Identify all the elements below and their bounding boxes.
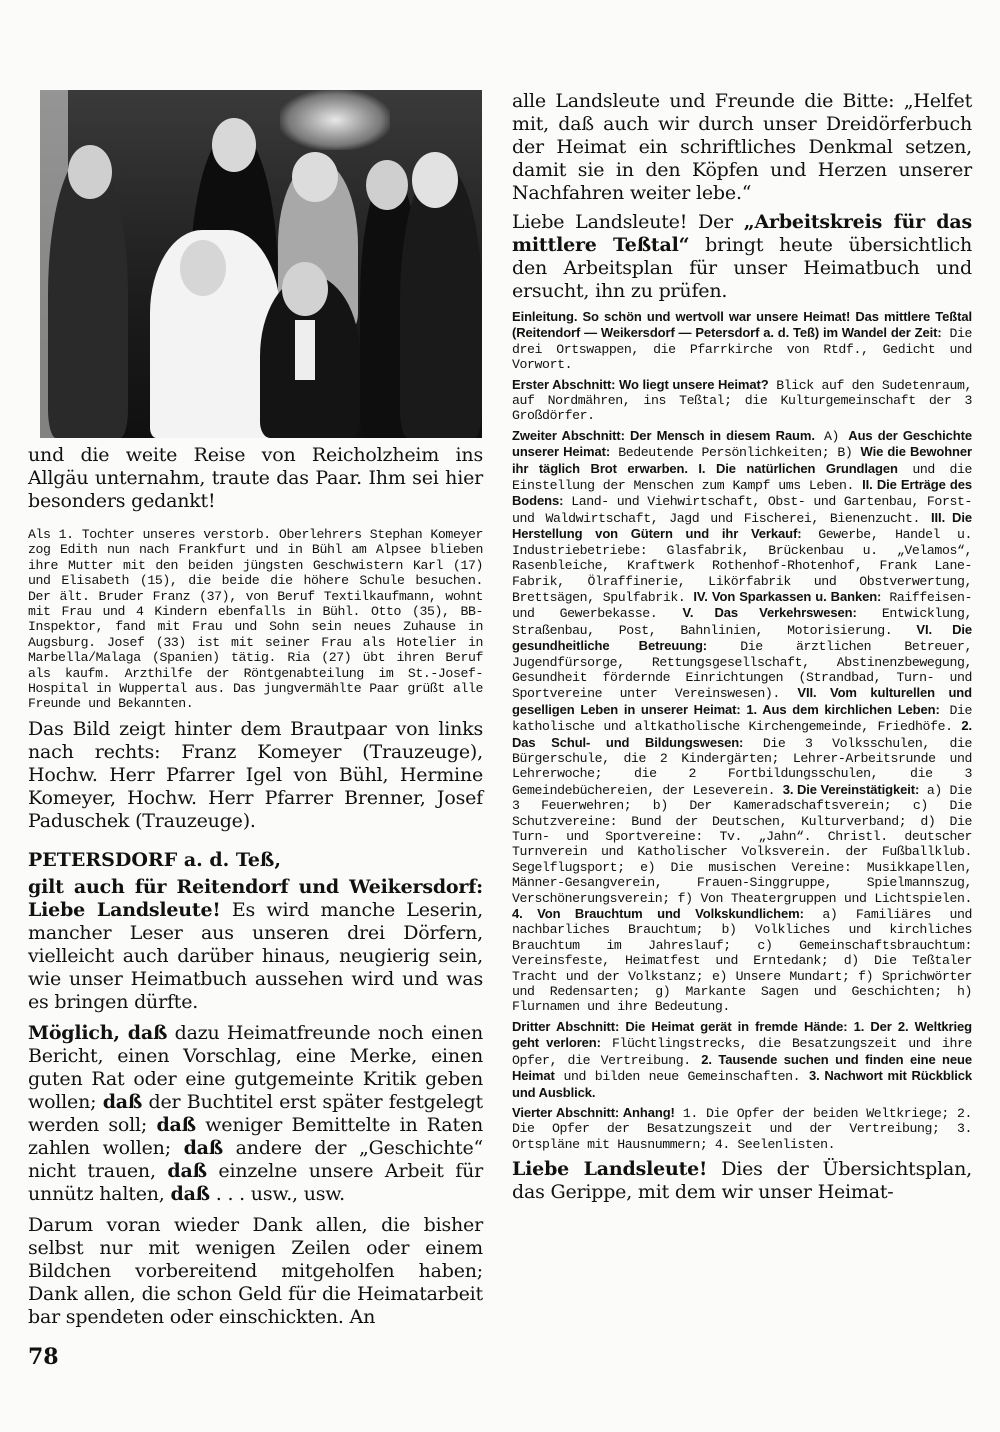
bold-run: Vierter Abschnitt: Anhang! (512, 1104, 675, 1120)
text-run: A) (814, 428, 849, 444)
text-run: . . . usw., usw. (209, 1182, 345, 1205)
paragraph-photo-caption: Das Bild zeigt hinter dem Brautpaar von links nach rechts: Franz Komeyer (Trauzeuge), Hochw. Herr Pfarrer Igel von Bühl, Hermine Komeyer, Hochw. Herr Pfarrer Brenner, Josef Paduschek (Trauzeuge). (28, 717, 483, 832)
paragraph-dear-countrymen (28, 876, 483, 1014)
bold-run: III. Die Herstellung von Gütern und ihr Verkauf: (512, 509, 972, 542)
text-run: Land- und Viehwirtschaft, Obst- und Gartenbau, Forst- und Waldwirtschaft, Jagd und Fischerei, Bienenzucht. (512, 494, 972, 526)
bold-run: Liebe Landsleute! (512, 1158, 708, 1181)
text-run: und bilden neue Gemeinschaften. (554, 1069, 809, 1085)
bold-run: IV. Von Sparkassen u. Banken: (693, 588, 882, 604)
plan-section-1 (512, 377, 972, 424)
text-run: Raiffeisen- und Gewerbekasse. (512, 589, 972, 622)
bold-run: V. Das Verkehrswesen: (682, 605, 857, 621)
text-run: a) Familiäres und nachbarliches Brauchtum; b) Volkliches und kirchliches Brauchtum im Jahreslauf; c) Gemeinschaftsbrauchtum: Vereinsfeste, Heimatfest und Erntedank; d) Die Teßtaler Tracht und der Volkstanz; e) Unsere Mundart; f) Sprichwörter und Redensarten; g) Markante Sagen und Geschichten; h) Flurnamen und ihre Bedeutung. (512, 907, 973, 1015)
plan-introduction (512, 309, 972, 373)
bold-run: „Arbeitskreis für das mittlere Teßtal“ (512, 211, 972, 256)
bold-run: 3. Die Vereinstätigkeit: (782, 781, 920, 797)
text-run: 1. Die Opfer der beiden Weltkriege; 2. Die Opfer der Besatzungszeit und der Vertreibung; 3. Ortspläne mit Hausnummern; 4. Seelenlisten. (512, 1105, 972, 1152)
bold-run: Aus der Geschichte unserer Heimat: (512, 427, 972, 460)
right-column (512, 90, 972, 1210)
plan-section-2 (512, 428, 972, 1015)
paragraph-request: alle Landsleute und Freunde die Bitte: „Helfet mit, daß auch wir durch unser Dreidörferbuch der Heimat ein schriftliches Denkmal setzen, damit sie in den Köpfen und Herzen unserer Nachfahren weiter lebe.“ (512, 90, 972, 204)
text-run: Blick auf den Sudetenraum, auf Nordmähren, ins Teßtal; die Kulturgemeinschaft der 3 Großdörfer. (512, 377, 973, 424)
text-run: Entwicklung, Straßenbau, Post, Bahnlinien, Motorisierung. (512, 606, 972, 638)
text-run: bringt heute übersichtlich den Arbeitsplan für unser Heimatbuch und ersucht, ihn zu prüfen. (512, 234, 972, 302)
plan-section-4 (512, 1105, 972, 1152)
bold-run: Wie die Bewohner ihr täglich Brot erwarben. I. Die natürlichen Grundlagen (512, 444, 972, 476)
text-run: weniger Bemittelte in Raten zahlen wollen; (28, 1113, 483, 1159)
bold-run: VII. Vom kulturellen und geselligen Leben in unserer Heimat: 1. Aus dem kirchlichen Leben: (512, 685, 972, 717)
bold-run: daß (156, 1113, 196, 1136)
text-run: Die drei Ortswappen, die Pfarrkirche von Rtdf., Gedicht und Vorwort. (512, 326, 973, 373)
text-run: Es wird manche Leserin, mancher Leser aus unseren drei Dörfern, vielleicht auch darüber hinaus, neugierig sein, wie unser Heimatbuch aussehen wird und was es bringen dürfte. (28, 898, 484, 1013)
bold-run: 2. Das Schul- und Bildungswesen: (512, 718, 972, 750)
paragraph-overview (512, 1158, 972, 1204)
wedding-photo (40, 90, 482, 438)
bold-greeting: gilt auch für Reitendorf und Weikersdorf: Liebe Landsleute! (28, 875, 483, 921)
text-run: und die Einstellung der Menschen zum Kampf ums Leben. (512, 461, 972, 494)
text-run: der Buchtitel erst später festgelegt werden soll; (28, 1090, 483, 1136)
text-run: Gewerbe, Handel u. Industriebetriebe: Glasfabrik, Brückenbau u. „Velamos“, Rasenbleiche, Kraftwerk Rothenhof-Rhotenhof, Frank Lane-Fabrik, Ölraffinerie, Likörfabrik und Obstverwertung, Brettsägen, Spulfabrik. (512, 527, 973, 605)
text-run: einzelne unsere Arbeit für unnütz halten, (28, 1159, 483, 1205)
bold-run: Einleitung. So schön und wertvoll war unsere Heimat! Das mittlere Teßtal (Reitendorf — Weikersdorf — Petersdorf a. d. Teß) im Wandel der Zeit: (512, 309, 972, 341)
bold-run: Zweiter Abschnitt: Der Mensch in diesem Raum. (512, 427, 815, 443)
bold-run: daß (170, 1182, 210, 1205)
text-run: Dies der Übersichtsplan, das Gerippe, mit dem wir unser Heimat- (512, 1158, 972, 1204)
paragraph-workgroup (512, 211, 972, 303)
bold-run: daß (183, 1136, 224, 1159)
bold-run: VI. Die gesundheitliche Betreuung: (512, 621, 972, 654)
section-heading-petersdorf: PETERSDORF a. d. Teß, (28, 848, 281, 871)
bold-run: daß (102, 1090, 143, 1113)
paragraph-family-news: Als 1. Tochter unseres verstorb. Oberlehrers Stephan Komeyer zog Edith nun nach Frankfurt und in Bühl am Alpsee blieben ihre Mutter mit den beiden jüngsten Geschwistern Karl (17) und Elisabeth (15), die beide die höhere Schule besuchen. Der ält. Bruder Franz (37), von Beruf Textilkaufmann, wohnt mit Frau und 4 Kindern ebenfalls in Bühl. Otto (35), BB-Inspektor, fand mit Frau und Sohn sein neues Zuhause in Augsburg. Josef (33) ist mit seiner Frau als Hotelier in Marbella/Malaga (Spanien) tätig. Ria (27) übt ihren Beruf als kaufm. Arzthilfe der Röntgenabteilung im St.-Josef-Hospital in Wuppertal aus. Das jungvermählte Paar grüßt alle Freunde und Bekannten. (28, 527, 483, 712)
bold-run: Dritter Abschnitt: Die Heimat gerät in fremde Hände: 1. Der 2. Weltkrieg geht verloren: (512, 1018, 972, 1051)
text-run: dazu Heimatfreunde noch einen Bericht, einen Vorschlag, eine Merke, einen guten Rat oder eine gutgemeinte Kritik geben wollen; (28, 1021, 483, 1113)
page-number: 78 (28, 1344, 59, 1370)
plan-section-3 (512, 1019, 972, 1101)
text-run: Die 3 Volksschulen, die Bürgerschule, die 2 Kindergärten; Lehrer-Arbeitsrunde und Lehrerwoche; die 2 Fortbildungsschulen, die 3 Gemeindebüchereien, der Leseverein. (512, 735, 972, 798)
text-run: a) Die 3 Feuerwehren; b) Der Kameradschaftsverein; c) Die Schutzvereine: Bund der Deutschen, Kulturverband; d) Die Turn- und Sportvereine: Tv. „Jahn“. Christl. deutscher Turnverein und Katholischer Volksverein. der Fußballklub. Segelflugsport; e) Die musischen Vereine: Musikkapellen, Männer-Gesangverein, Frauen-Singgruppe, Spielmannszug, Verschönerungsverein; f) Von Theatergruppen und Lichtspielen. (512, 782, 972, 906)
bold-run: daß (167, 1159, 207, 1182)
bold-run: Möglich, daß (28, 1021, 168, 1044)
bold-run: 4. Von Brauchtum und Volkskundlichem: (512, 906, 804, 922)
bold-run: 2. Tausende suchen und finden eine neue Heimat (512, 1051, 972, 1084)
bold-run: Erster Abschnitt: Wo liegt unsere Heimat? (512, 376, 769, 392)
text-run: Die ärztlichen Betreuer, Jugendfürsorge, Rettungsgesellschaft, Abstinenzbewegung, Gesundheit fördernde Einrichtungen (Strandbad, Turn- und Sportvereine unter Vereinswesen). (512, 639, 972, 702)
paragraph-intro-end: und die weite Reise von Reicholzheim ins Allgäu unternahm, traute das Paar. Ihm sei hier besonders gedankt! (28, 444, 483, 512)
paragraph-thanks: Darum voran wieder Dank allen, die bisher selbst nur mit wenigen Zeilen oder einem Bildchen vorbereitend mitgeholfen haben; Dank allen, die schon Geld für die Heimatarbeit bar spendeten oder einschickten. An (28, 1213, 483, 1328)
bold-run: II. Die Erträge des Bodens: (512, 477, 973, 509)
text-run: Liebe Landsleute! Der (512, 211, 744, 233)
text-run: andere der „Geschichte“ nicht trauen, (28, 1136, 483, 1182)
left-column (28, 90, 483, 1335)
bold-run: 3. Nachwort mit Rückblick und Ausblick. (512, 1068, 972, 1100)
text-run: Die katholische und altkatholische Kirchengemeinde, Friedhöfe. (512, 702, 972, 735)
text-run: Bedeutende Persönlichkeiten; B) (610, 445, 861, 461)
text-run: Flüchtlingstrecks, die Besatzungszeit und ihre Opfer, die Vertreibung. (512, 1036, 972, 1068)
paragraph-possibly (28, 1022, 483, 1206)
